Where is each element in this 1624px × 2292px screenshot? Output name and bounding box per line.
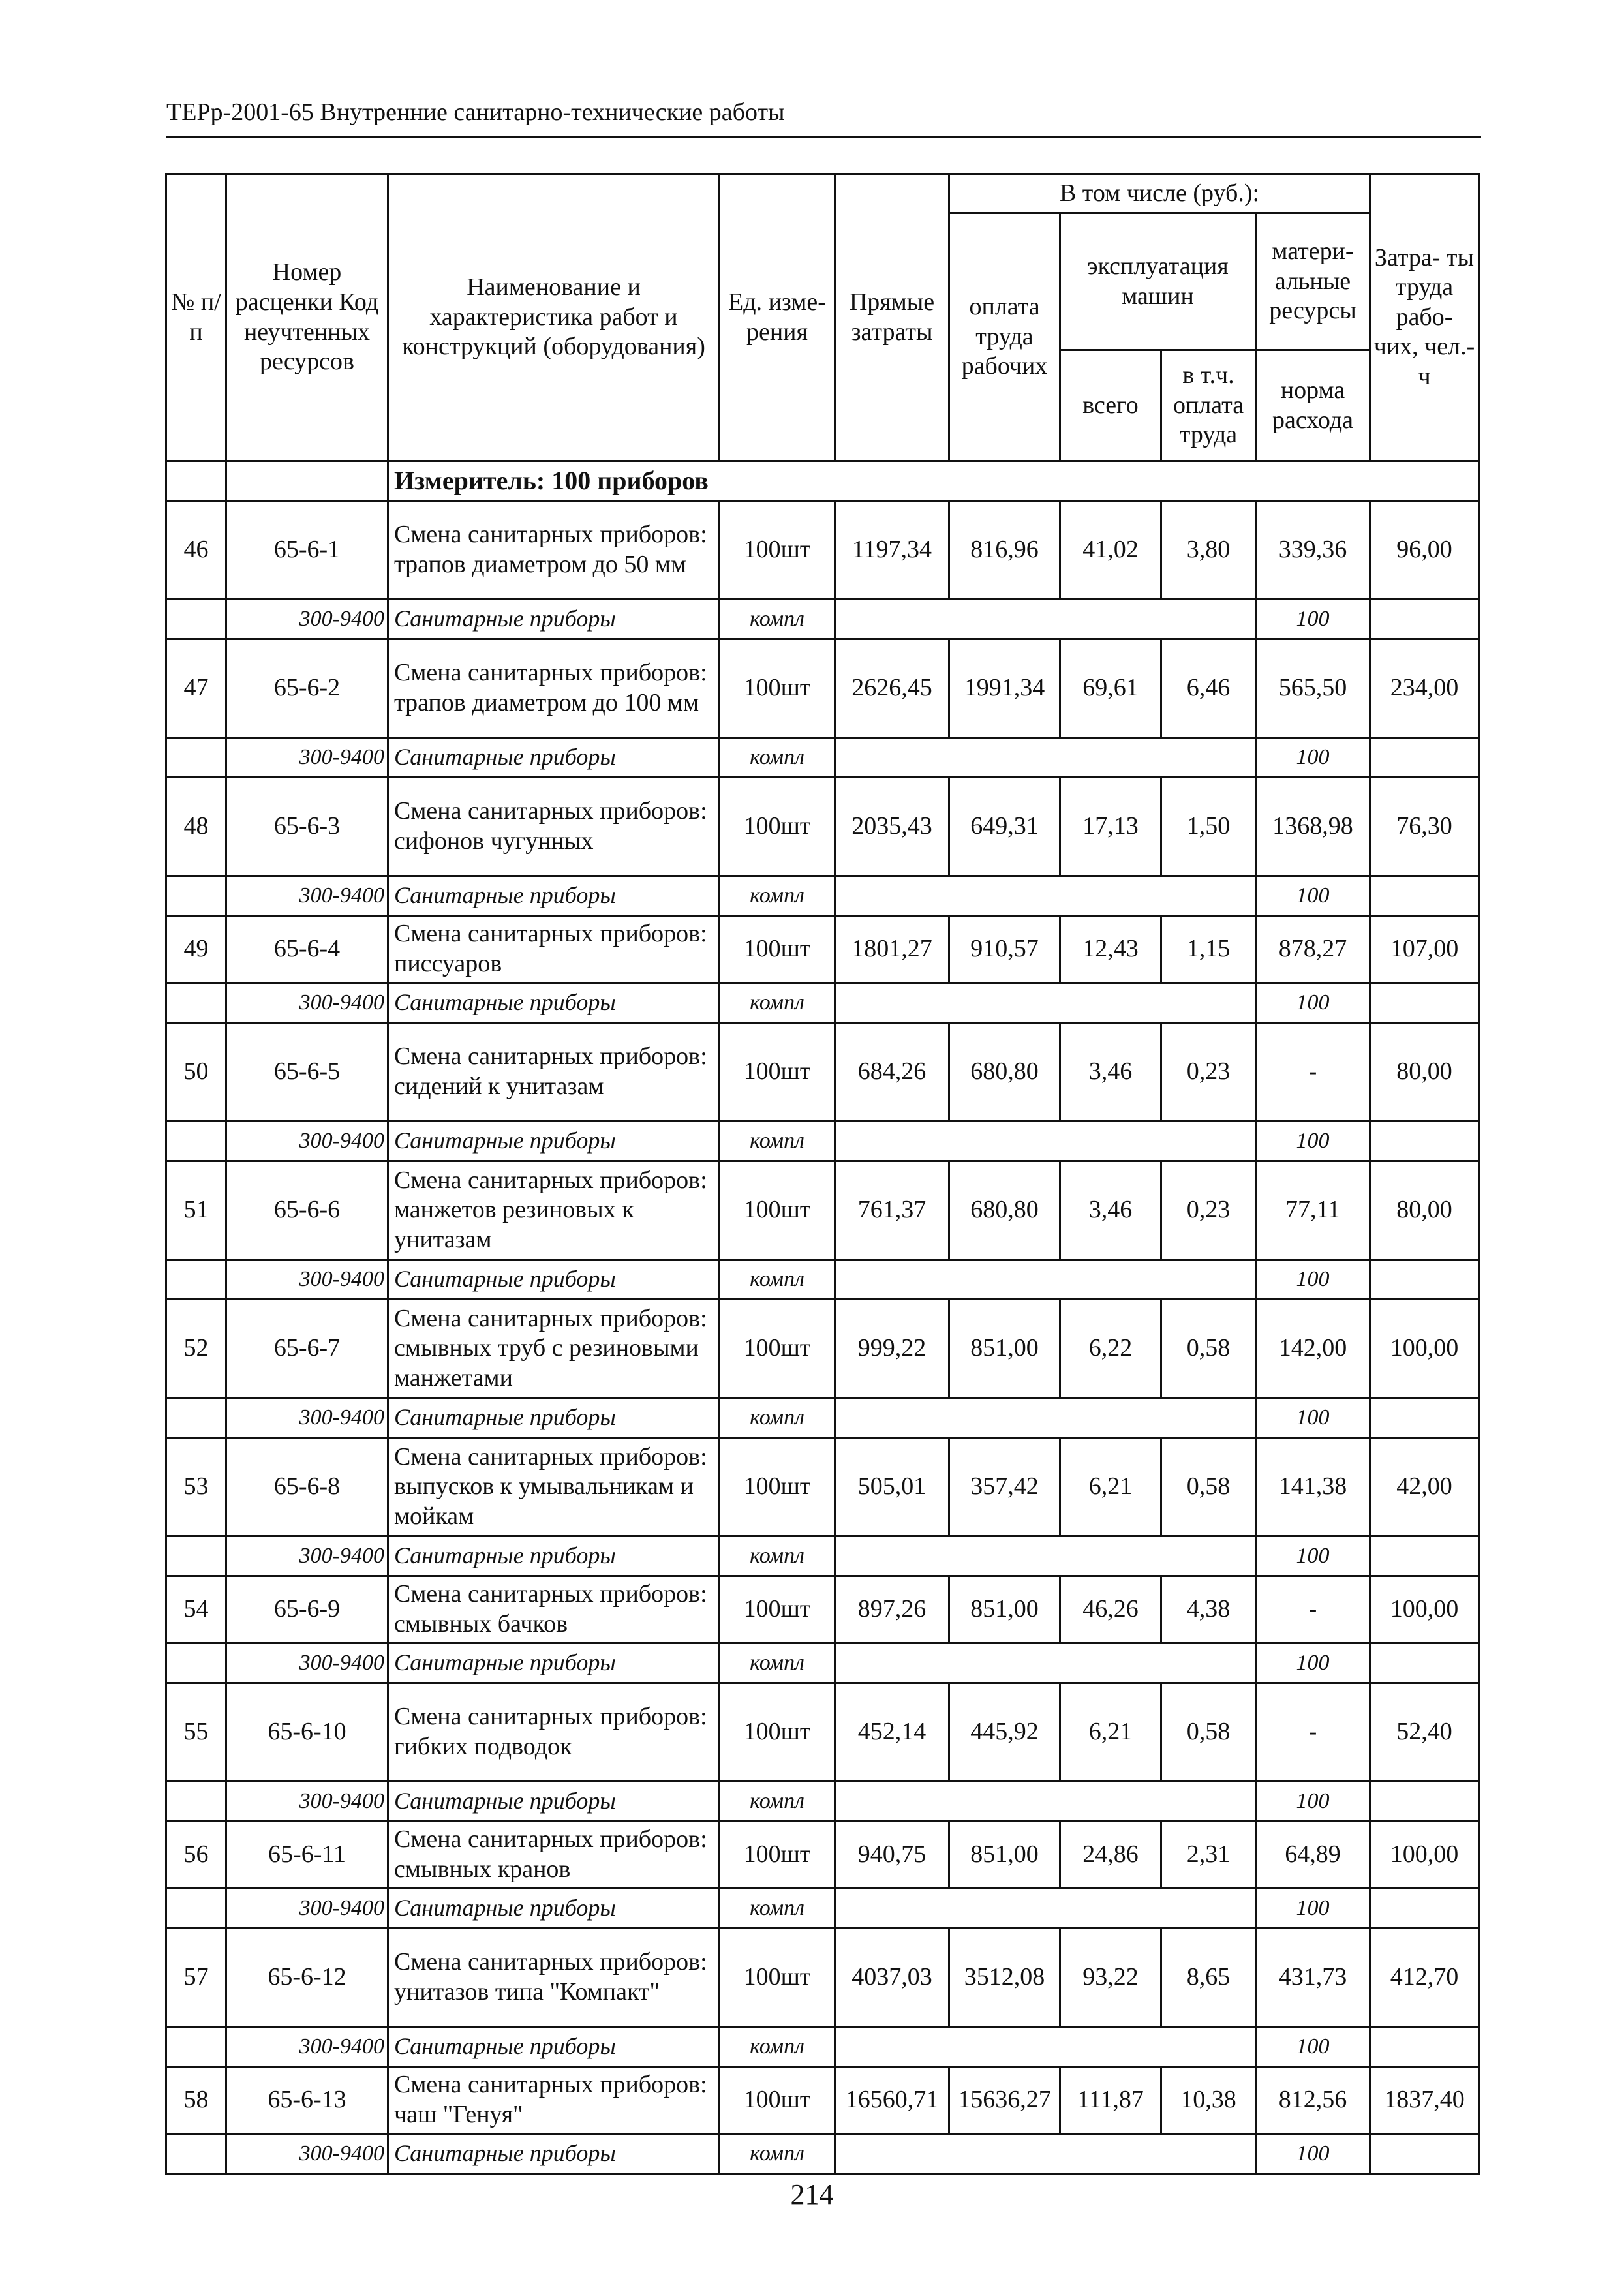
header-machines: эксплуатация машин bbox=[1060, 213, 1256, 350]
row-machines: 6,21 bbox=[1060, 1683, 1161, 1782]
row-wages: 445,92 bbox=[949, 1683, 1060, 1782]
row-materials: 141,38 bbox=[1256, 1438, 1370, 1536]
table-row bbox=[166, 778, 1479, 876]
row-number: 55 bbox=[166, 1683, 226, 1782]
row-number: 56 bbox=[166, 1822, 226, 1889]
row-labor: 107,00 bbox=[1370, 916, 1479, 983]
row-machines: 6,21 bbox=[1060, 1438, 1161, 1536]
header-num: № п/п bbox=[166, 174, 226, 461]
unaccounted-name: Санитарные приборы bbox=[388, 983, 720, 1023]
unaccounted-row bbox=[166, 983, 1479, 1023]
unaccounted-norm: 100 bbox=[1256, 876, 1370, 916]
table-row bbox=[166, 1161, 1479, 1260]
unaccounted-norm: 100 bbox=[1256, 1643, 1370, 1683]
unaccounted-row bbox=[166, 2027, 1479, 2067]
unaccounted-unit: компл bbox=[720, 738, 835, 778]
unaccounted-name: Санитарные приборы bbox=[388, 1782, 720, 1822]
row-wages: 649,31 bbox=[949, 778, 1060, 876]
row-code: 65-6-7 bbox=[226, 1300, 388, 1398]
row-materials: 431,73 bbox=[1256, 1929, 1370, 2027]
row-direct-cost: 505,01 bbox=[835, 1438, 949, 1536]
row-code: 65-6-1 bbox=[226, 501, 388, 600]
row-direct-cost: 684,26 bbox=[835, 1023, 949, 1122]
row-code: 65-6-4 bbox=[226, 916, 388, 983]
row-code: 65-6-5 bbox=[226, 1023, 388, 1122]
row-labor: 80,00 bbox=[1370, 1161, 1479, 1260]
unaccounted-row bbox=[166, 876, 1479, 916]
row-machines: 111,87 bbox=[1060, 2067, 1161, 2134]
row-code: 65-6-2 bbox=[226, 639, 388, 738]
unaccounted-row bbox=[166, 1122, 1479, 1161]
table-row bbox=[166, 501, 1479, 600]
header-name: Наименование и характеристика работ и конструкций (оборудования) bbox=[388, 174, 720, 461]
unaccounted-name: Санитарные приборы bbox=[388, 600, 720, 639]
meter-label: Измеритель: 100 приборов bbox=[388, 461, 1479, 501]
row-materials: 142,00 bbox=[1256, 1300, 1370, 1398]
page-number: 214 bbox=[790, 2178, 834, 2210]
unaccounted-code: 300-9400 bbox=[226, 738, 388, 778]
row-unit: 100шт bbox=[720, 1683, 835, 1782]
row-code: 65-6-8 bbox=[226, 1438, 388, 1536]
row-machine-wages: 0,58 bbox=[1161, 1683, 1256, 1782]
table-row bbox=[166, 916, 1479, 983]
unaccounted-code: 300-9400 bbox=[226, 1643, 388, 1683]
header-code: Номер расценки Код неучтенных ресурсов bbox=[226, 174, 388, 461]
row-direct-cost: 1801,27 bbox=[835, 916, 949, 983]
unaccounted-row bbox=[166, 1398, 1479, 1438]
header-mach-wage: в т.ч. оплата труда bbox=[1161, 350, 1256, 461]
table-row bbox=[166, 1438, 1479, 1536]
unaccounted-norm: 100 bbox=[1256, 2027, 1370, 2067]
price-table bbox=[165, 173, 1480, 2175]
row-number: 48 bbox=[166, 778, 226, 876]
row-number: 54 bbox=[166, 1576, 226, 1643]
row-unit: 100шт bbox=[720, 1161, 835, 1260]
row-wages: 680,80 bbox=[949, 1023, 1060, 1122]
unaccounted-row bbox=[166, 1536, 1479, 1576]
unaccounted-code: 300-9400 bbox=[226, 1782, 388, 1822]
unaccounted-code: 300-9400 bbox=[226, 2134, 388, 2174]
unaccounted-code: 300-9400 bbox=[226, 876, 388, 916]
row-materials: - bbox=[1256, 1023, 1370, 1122]
row-labor: 42,00 bbox=[1370, 1438, 1479, 1536]
row-name: Смена санитарных приборов: гибких подводок bbox=[388, 1683, 720, 1782]
unaccounted-name: Санитарные приборы bbox=[388, 1398, 720, 1438]
unaccounted-row bbox=[166, 1782, 1479, 1822]
row-machines: 3,46 bbox=[1060, 1023, 1161, 1122]
table-row bbox=[166, 1300, 1479, 1398]
row-materials: 77,11 bbox=[1256, 1161, 1370, 1260]
table-row bbox=[166, 1576, 1479, 1643]
header-rule bbox=[166, 136, 1481, 138]
table-row bbox=[166, 2067, 1479, 2134]
unaccounted-unit: компл bbox=[720, 1536, 835, 1576]
unaccounted-row bbox=[166, 1889, 1479, 1929]
row-machine-wages: 0,58 bbox=[1161, 1438, 1256, 1536]
unaccounted-name: Санитарные приборы bbox=[388, 1536, 720, 1576]
unaccounted-code: 300-9400 bbox=[226, 600, 388, 639]
row-name: Смена санитарных приборов: смывных бачков bbox=[388, 1576, 720, 1643]
unaccounted-norm: 100 bbox=[1256, 738, 1370, 778]
row-labor: 80,00 bbox=[1370, 1023, 1479, 1122]
row-code: 65-6-12 bbox=[226, 1929, 388, 2027]
row-number: 53 bbox=[166, 1438, 226, 1536]
row-name: Смена санитарных приборов: унитазов типа "Компакт" bbox=[388, 1929, 720, 2027]
row-machine-wages: 8,65 bbox=[1161, 1929, 1256, 2027]
row-direct-cost: 16560,71 bbox=[835, 2067, 949, 2134]
row-code: 65-6-11 bbox=[226, 1822, 388, 1889]
row-labor: 412,70 bbox=[1370, 1929, 1479, 2027]
unaccounted-unit: компл bbox=[720, 1889, 835, 1929]
row-name: Смена санитарных приборов: писсуаров bbox=[388, 916, 720, 983]
row-unit: 100шт bbox=[720, 916, 835, 983]
row-number: 58 bbox=[166, 2067, 226, 2134]
row-machines: 69,61 bbox=[1060, 639, 1161, 738]
unaccounted-norm: 100 bbox=[1256, 600, 1370, 639]
row-number: 51 bbox=[166, 1161, 226, 1260]
row-wages: 851,00 bbox=[949, 1822, 1060, 1889]
row-unit: 100шт bbox=[720, 1300, 835, 1398]
table-row bbox=[166, 1683, 1479, 1782]
row-labor: 76,30 bbox=[1370, 778, 1479, 876]
unaccounted-name: Санитарные приборы bbox=[388, 1889, 720, 1929]
row-name: Смена санитарных приборов: смывных кранов bbox=[388, 1822, 720, 1889]
unaccounted-norm: 100 bbox=[1256, 2134, 1370, 2174]
header-labor: Затра- ты труда рабо- чих, чел.-ч bbox=[1370, 174, 1479, 461]
row-direct-cost: 2626,45 bbox=[835, 639, 949, 738]
row-wages: 680,80 bbox=[949, 1161, 1060, 1260]
unaccounted-unit: компл bbox=[720, 1260, 835, 1300]
row-machines: 17,13 bbox=[1060, 778, 1161, 876]
header-wages: оплата труда рабочих bbox=[949, 213, 1060, 461]
row-labor: 52,40 bbox=[1370, 1683, 1479, 1782]
row-wages: 851,00 bbox=[949, 1300, 1060, 1398]
row-number: 47 bbox=[166, 639, 226, 738]
header-norm: норма расхода bbox=[1256, 350, 1370, 461]
row-wages: 15636,27 bbox=[949, 2067, 1060, 2134]
row-materials: 878,27 bbox=[1256, 916, 1370, 983]
header-unit: Ед. изме- рения bbox=[720, 174, 835, 461]
unaccounted-name: Санитарные приборы bbox=[388, 876, 720, 916]
row-labor: 100,00 bbox=[1370, 1822, 1479, 1889]
unaccounted-unit: компл bbox=[720, 2134, 835, 2174]
row-machine-wages: 0,23 bbox=[1161, 1023, 1256, 1122]
row-machine-wages: 6,46 bbox=[1161, 639, 1256, 738]
unaccounted-row bbox=[166, 1643, 1479, 1683]
row-number: 52 bbox=[166, 1300, 226, 1398]
row-number: 57 bbox=[166, 1929, 226, 2027]
row-machines: 6,22 bbox=[1060, 1300, 1161, 1398]
row-machines: 46,26 bbox=[1060, 1576, 1161, 1643]
unaccounted-norm: 100 bbox=[1256, 1536, 1370, 1576]
row-code: 65-6-13 bbox=[226, 2067, 388, 2134]
row-direct-cost: 999,22 bbox=[835, 1300, 949, 1398]
row-direct-cost: 897,26 bbox=[835, 1576, 949, 1643]
row-number: 49 bbox=[166, 916, 226, 983]
table-row bbox=[166, 1929, 1479, 2027]
row-machine-wages: 4,38 bbox=[1161, 1576, 1256, 1643]
row-unit: 100шт bbox=[720, 778, 835, 876]
table-row bbox=[166, 1822, 1479, 1889]
header-materials: матери- альные ресурсы bbox=[1256, 213, 1370, 350]
row-labor: 234,00 bbox=[1370, 639, 1479, 738]
unaccounted-name: Санитарные приборы bbox=[388, 2134, 720, 2174]
row-materials: - bbox=[1256, 1576, 1370, 1643]
row-wages: 851,00 bbox=[949, 1576, 1060, 1643]
row-machine-wages: 1,50 bbox=[1161, 778, 1256, 876]
unaccounted-row bbox=[166, 2134, 1479, 2174]
unaccounted-unit: компл bbox=[720, 1398, 835, 1438]
row-code: 65-6-3 bbox=[226, 778, 388, 876]
row-unit: 100шт bbox=[720, 1822, 835, 1889]
row-name: Смена санитарных приборов: выпусков к умывальникам и мойкам bbox=[388, 1438, 720, 1536]
row-unit: 100шт bbox=[720, 2067, 835, 2134]
row-wages: 3512,08 bbox=[949, 1929, 1060, 2027]
row-unit: 100шт bbox=[720, 1929, 835, 2027]
unaccounted-code: 300-9400 bbox=[226, 1398, 388, 1438]
unaccounted-name: Санитарные приборы bbox=[388, 1643, 720, 1683]
row-machine-wages: 1,15 bbox=[1161, 916, 1256, 983]
document-header: ТЕРр-2001-65 Внутренние санитарно-технические работы bbox=[166, 99, 785, 126]
row-unit: 100шт bbox=[720, 1023, 835, 1122]
row-unit: 100шт bbox=[720, 1438, 835, 1536]
row-name: Смена санитарных приборов: сифонов чугунных bbox=[388, 778, 720, 876]
row-wages: 1991,34 bbox=[949, 639, 1060, 738]
unaccounted-unit: компл bbox=[720, 1782, 835, 1822]
unaccounted-norm: 100 bbox=[1256, 1782, 1370, 1822]
row-labor: 96,00 bbox=[1370, 501, 1479, 600]
table-row bbox=[166, 1023, 1479, 1122]
row-materials: 339,36 bbox=[1256, 501, 1370, 600]
row-machine-wages: 0,58 bbox=[1161, 1300, 1256, 1398]
row-name: Смена санитарных приборов: чаш "Генуя" bbox=[388, 2067, 720, 2134]
row-machine-wages: 3,80 bbox=[1161, 501, 1256, 600]
row-code: 65-6-6 bbox=[226, 1161, 388, 1260]
unaccounted-norm: 100 bbox=[1256, 1122, 1370, 1161]
unaccounted-code: 300-9400 bbox=[226, 1122, 388, 1161]
header-mach-total: всего bbox=[1060, 350, 1161, 461]
row-name: Смена санитарных приборов: трапов диаметром до 100 мм bbox=[388, 639, 720, 738]
row-name: Смена санитарных приборов: сидений к унитазам bbox=[388, 1023, 720, 1122]
row-machines: 93,22 bbox=[1060, 1929, 1161, 2027]
row-number: 50 bbox=[166, 1023, 226, 1122]
row-direct-cost: 1197,34 bbox=[835, 501, 949, 600]
unaccounted-row bbox=[166, 738, 1479, 778]
unaccounted-unit: компл bbox=[720, 983, 835, 1023]
unaccounted-unit: компл bbox=[720, 1643, 835, 1683]
unaccounted-unit: компл bbox=[720, 2027, 835, 2067]
unaccounted-code: 300-9400 bbox=[226, 1536, 388, 1576]
unaccounted-unit: компл bbox=[720, 876, 835, 916]
unaccounted-code: 300-9400 bbox=[226, 2027, 388, 2067]
row-direct-cost: 761,37 bbox=[835, 1161, 949, 1260]
row-number: 46 bbox=[166, 501, 226, 600]
unaccounted-code: 300-9400 bbox=[226, 983, 388, 1023]
row-unit: 100шт bbox=[720, 639, 835, 738]
row-machine-wages: 0,23 bbox=[1161, 1161, 1256, 1260]
row-code: 65-6-9 bbox=[226, 1576, 388, 1643]
row-materials: - bbox=[1256, 1683, 1370, 1782]
header-incl: В том числе (руб.): bbox=[949, 174, 1370, 213]
unaccounted-norm: 100 bbox=[1256, 983, 1370, 1023]
row-machines: 24,86 bbox=[1060, 1822, 1161, 1889]
unaccounted-unit: компл bbox=[720, 1122, 835, 1161]
row-materials: 1368,98 bbox=[1256, 778, 1370, 876]
row-machine-wages: 2,31 bbox=[1161, 1822, 1256, 1889]
unaccounted-norm: 100 bbox=[1256, 1260, 1370, 1300]
unaccounted-name: Санитарные приборы bbox=[388, 1122, 720, 1161]
row-direct-cost: 4037,03 bbox=[835, 1929, 949, 2027]
row-machines: 41,02 bbox=[1060, 501, 1161, 600]
unaccounted-unit: компл bbox=[720, 600, 835, 639]
row-direct-cost: 940,75 bbox=[835, 1822, 949, 1889]
row-machines: 12,43 bbox=[1060, 916, 1161, 983]
unaccounted-row bbox=[166, 600, 1479, 639]
unaccounted-norm: 100 bbox=[1256, 1889, 1370, 1929]
row-materials: 64,89 bbox=[1256, 1822, 1370, 1889]
row-wages: 910,57 bbox=[949, 916, 1060, 983]
row-materials: 812,56 bbox=[1256, 2067, 1370, 2134]
row-unit: 100шт bbox=[720, 501, 835, 600]
unaccounted-code: 300-9400 bbox=[226, 1260, 388, 1300]
unaccounted-norm: 100 bbox=[1256, 1398, 1370, 1438]
row-direct-cost: 2035,43 bbox=[835, 778, 949, 876]
row-labor: 1837,40 bbox=[1370, 2067, 1479, 2134]
row-machine-wages: 10,38 bbox=[1161, 2067, 1256, 2134]
unaccounted-code: 300-9400 bbox=[226, 1889, 388, 1929]
row-code: 65-6-10 bbox=[226, 1683, 388, 1782]
row-materials: 565,50 bbox=[1256, 639, 1370, 738]
header-direct: Прямые затраты bbox=[835, 174, 949, 461]
row-wages: 816,96 bbox=[949, 501, 1060, 600]
row-labor: 100,00 bbox=[1370, 1576, 1479, 1643]
row-unit: 100шт bbox=[720, 1576, 835, 1643]
row-direct-cost: 452,14 bbox=[835, 1683, 949, 1782]
row-labor: 100,00 bbox=[1370, 1300, 1479, 1398]
row-wages: 357,42 bbox=[949, 1438, 1060, 1536]
row-name: Смена санитарных приборов: смывных труб с резиновыми манжетами bbox=[388, 1300, 720, 1398]
row-machines: 3,46 bbox=[1060, 1161, 1161, 1260]
row-name: Смена санитарных приборов: трапов диаметром до 50 мм bbox=[388, 501, 720, 600]
unaccounted-name: Санитарные приборы bbox=[388, 2027, 720, 2067]
unaccounted-name: Санитарные приборы bbox=[388, 738, 720, 778]
unaccounted-row bbox=[166, 1260, 1479, 1300]
unaccounted-name: Санитарные приборы bbox=[388, 1260, 720, 1300]
row-name: Смена санитарных приборов: манжетов резиновых к унитазам bbox=[388, 1161, 720, 1260]
table-row bbox=[166, 639, 1479, 738]
